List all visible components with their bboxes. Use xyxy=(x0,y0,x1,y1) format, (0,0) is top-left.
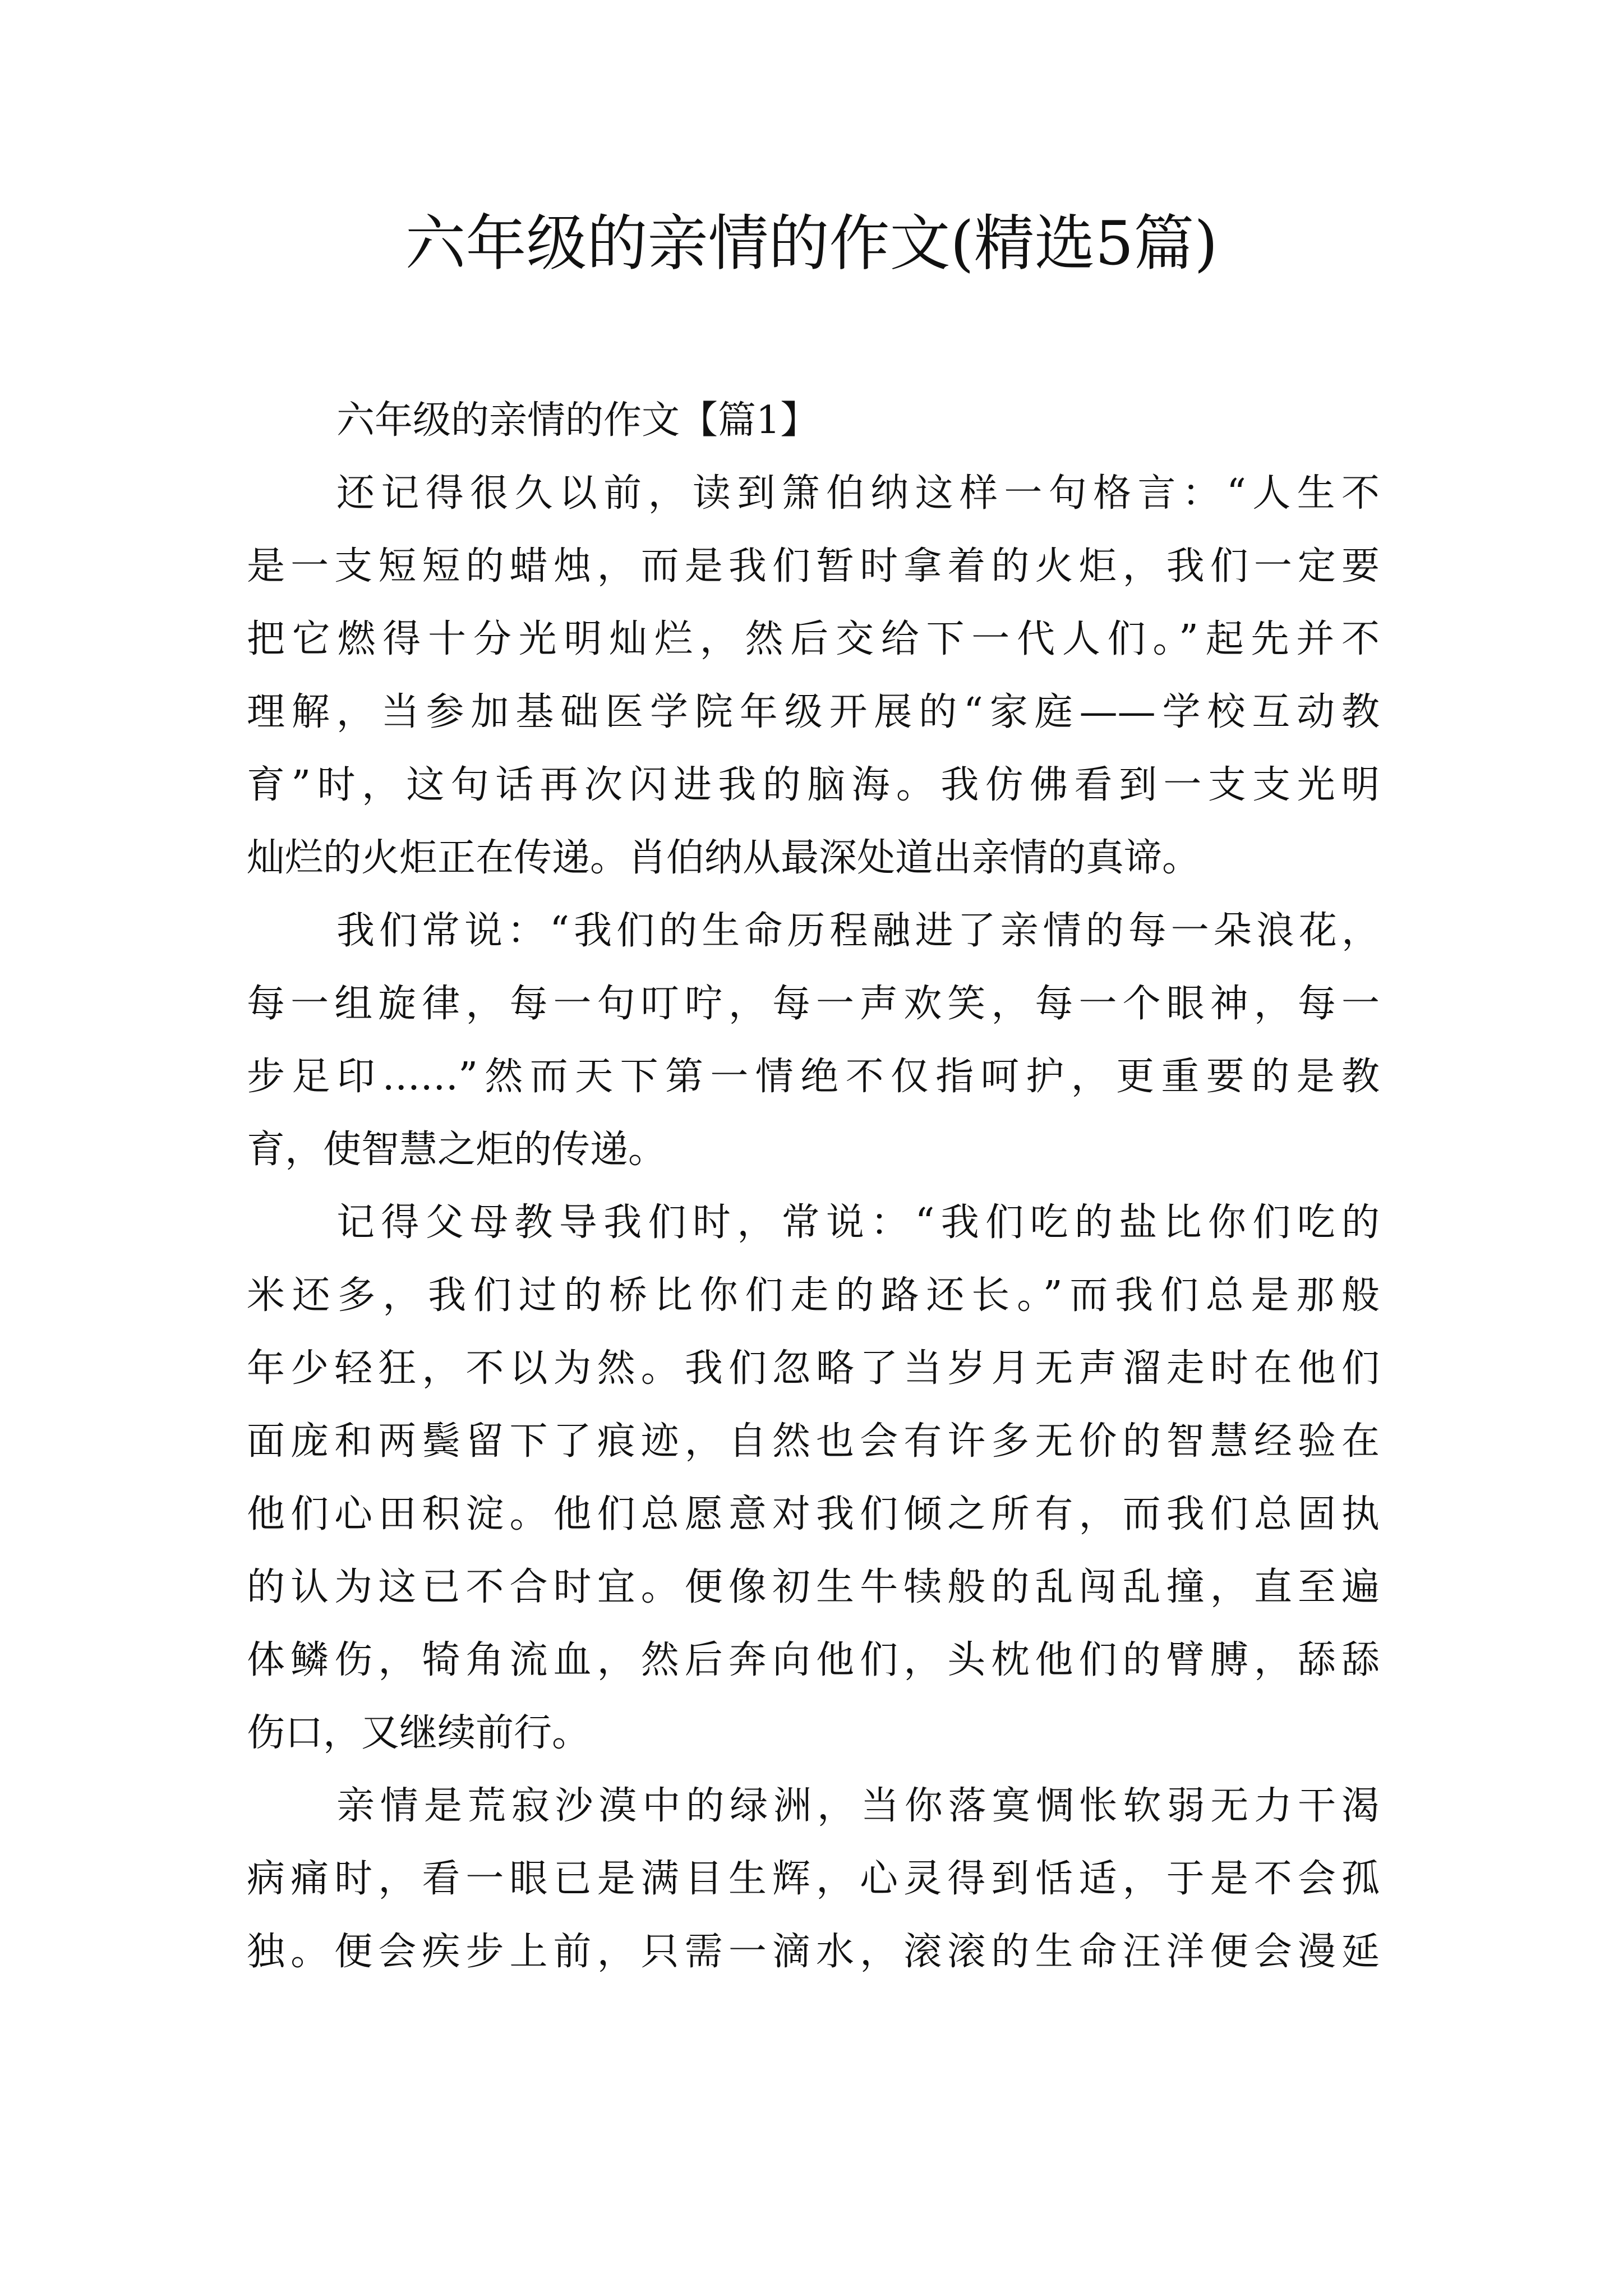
paragraph-line: 他们心田积淀。他们总愿意对我们倾之所有，而我们总固执 xyxy=(247,1492,1380,1536)
paragraph-line: 我们常说：“我们的生命历程融进了亲情的每一朵浪花， xyxy=(336,909,1380,953)
paragraph-line: 伤口，又继续前行。 xyxy=(247,1711,591,1755)
paragraph-line: 每一组旋律，每一句叮咛，每一声欢笑，每一个眼神，每一 xyxy=(247,982,1380,1026)
document-title: 六年级的亲情的作文(精选5篇) xyxy=(405,209,1218,279)
paragraph-line: 年少轻狂，不以为然。我们忽略了当岁月无声溜走时在他们 xyxy=(247,1346,1380,1391)
paragraph-line: 把它燃得十分光明灿烂，然后交给下一代人们。”起先并不 xyxy=(247,617,1380,661)
paragraph-line: 独。便会疾步上前，只需一滴水，滚滚的生命汪洋便会漫延 xyxy=(247,1930,1380,1974)
paragraph-line: 还记得很久以前，读到箫伯纳这样一句格言：“人生不 xyxy=(336,471,1380,516)
paragraph-line: 理解，当参加基础医学院年级开展的“家庭——学校互动教 xyxy=(247,690,1380,734)
paragraph-line: 体鳞伤，犄角流血，然后奔向他们，头枕他们的臂膊，舔舔 xyxy=(247,1638,1380,1682)
paragraph-line: 是一支短短的蜡烛，而是我们暂时拿着的火炬，我们一定要 xyxy=(247,544,1380,588)
section-heading: 六年级的亲情的作文【篇1】 xyxy=(336,398,819,443)
paragraph-line: 病痛时，看一眼已是满目生辉，心灵得到恬适，于是不会孤 xyxy=(247,1857,1380,1901)
paragraph-line: 亲情是荒寂沙漠中的绿洲，当你落寞惆怅软弱无力干渴 xyxy=(336,1784,1380,1828)
paragraph-line: 米还多，我们过的桥比你们走的路还长。”而我们总是那般 xyxy=(247,1273,1380,1318)
paragraph-line: 灿烂的火炬正在传递。肖伯纳从最深处道出亲情的真谛。 xyxy=(247,836,1201,880)
paragraph-line: 记得父母教导我们时，常说：“我们吃的盐比你们吃的 xyxy=(336,1200,1380,1245)
paragraph-line: 育，使智慧之炬的传递。 xyxy=(247,1128,667,1172)
paragraph-line: 面庞和两鬓留下了痕迹，自然也会有许多无价的智慧经验在 xyxy=(247,1419,1380,1464)
paragraph-line: 的认为这已不合时宜。便像初生牛犊般的乱闯乱撞，直至遍 xyxy=(247,1565,1380,1609)
paragraph-line: 育”时，这句话再次闪进我的脑海。我仿佛看到一支支光明 xyxy=(247,763,1380,807)
paragraph-line: 步足印……”然而天下第一情绝不仅指呵护，更重要的是教 xyxy=(247,1055,1380,1099)
